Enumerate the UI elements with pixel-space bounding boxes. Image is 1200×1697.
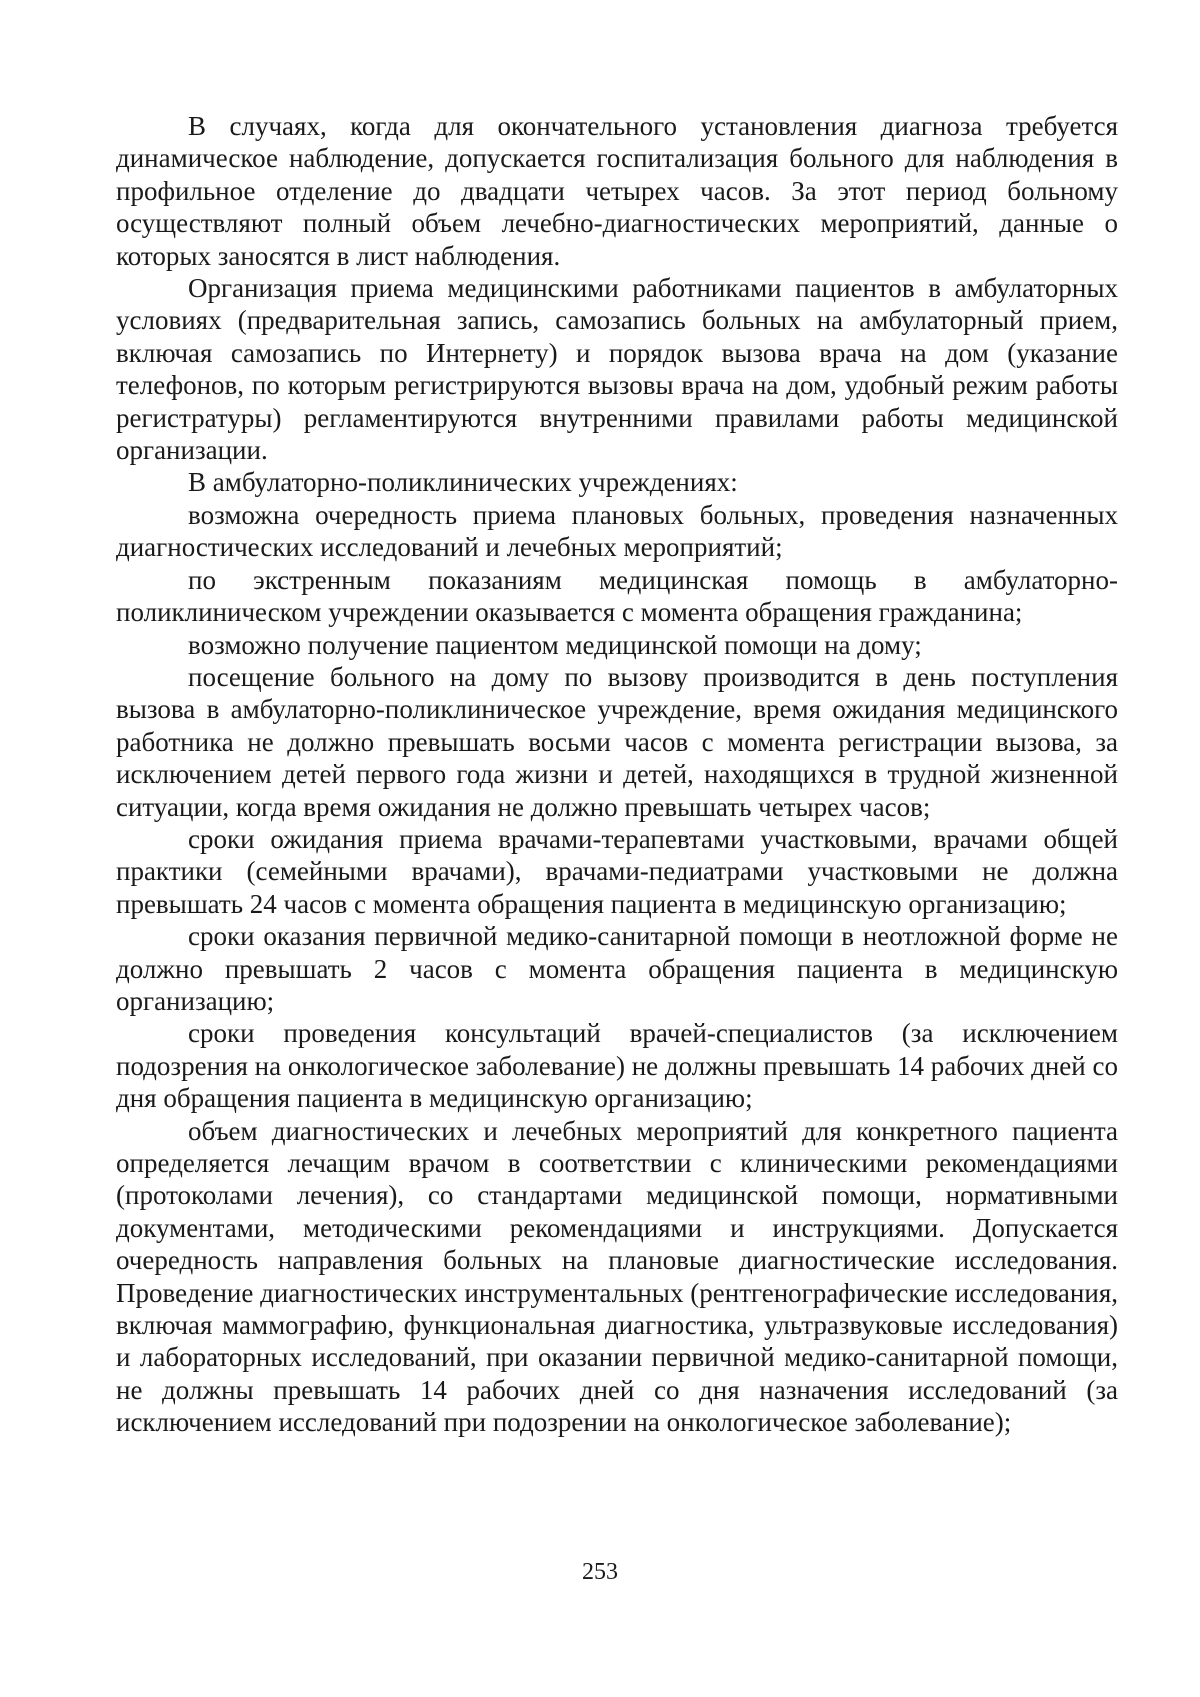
paragraph-7: посещение больного на дому по вызову производится в день поступления вызова в амбулаторно-поликлиническое учреждение, время ожидания медицинского работника не должно превышать восьми часов с момента регистрации вызова, за исключением детей первого года жизни и детей, находящихся в трудной жизненной ситуации, когда время ожидания не должно превышать четырех часов; <box>116 661 1118 822</box>
page-number: 253 <box>582 1559 618 1585</box>
document-body <box>116 110 1118 1439</box>
paragraph-2: Организация приема медицинскими работниками пациентов в амбулаторных условиях (предварительная запись, самозапись больных на амбулаторный прием, включая самозапись по Интернету) и порядок вызова врача на дом (указание телефонов, по которым регистрируются вызовы врача на дом, удобный режим работы регистратуры) регламентируются внутренними правилами работы медицинской организации. <box>116 273 1118 466</box>
paragraph-6: возможно получение пациентом медицинской помощи на дому; <box>188 629 922 660</box>
paragraph-8: сроки ожидания приема врачами-терапевтами участковыми, врачами общей практики (семейными врачами), врачами-педиатрами участковыми не должна превышать 24 часов с момента обращения пациента в медицинскую организацию; <box>116 823 1118 919</box>
paragraph-9: сроки оказания первичной медико-санитарной помощи в неотложной форме не должно превышать 2 часов с момента обращения пациента в медицинскую организацию; <box>116 921 1118 1016</box>
paragraph-1: В случаях, когда для окончательного установления диагноза требуется динамическое наблюдение, допускается госпитализация больного для наблюдения в профильное отделение до двадцати четырех часов. За этот период больному осуществляют полный объем лечебно-диагностических мероприятий, данные о которых заносятся в лист наблюдения. <box>116 111 1118 271</box>
paragraph-11: объем диагностических и лечебных мероприятий для конкретного пациента определяется лечащим врачом в соответствии с клиническими рекомендациями (протоколами лечения), со стандартами медицинской помощи, нормативными документами, методическими рекомендациями и инструкциями. Допускается очередность направления больных на плановые диагностические исследования. Проведение диагностических инструментальных (рентгенографические исследования, включая маммографию, функциональная диагностика, ультразвуковые исследования) и лабораторных исследований, при оказании первичной медико-санитарной помощи, не должны превышать 14 рабочих дней со дня назначения исследований (за исключением исследований при подозрении на онкологическое заболевание); <box>116 1115 1118 1438</box>
paragraph-10: сроки проведения консультаций врачей-специалистов (за исключением подозрения на онкологическое заболевание) не должны превышать 14 рабочих дней со дня обращения пациента в медицинскую организацию; <box>116 1018 1118 1114</box>
paragraph-3: В амбулаторно-поликлинических учреждениях: <box>188 467 738 498</box>
paragraph-4: возможна очередность приема плановых больных, проведения назначенных диагностических исследований и лечебных мероприятий; <box>116 499 1118 563</box>
paragraph-5: по экстренным показаниям медицинская помощь в амбулаторно-поликлиническом учреждении оказывается с момента обращения гражданина; <box>116 564 1118 628</box>
